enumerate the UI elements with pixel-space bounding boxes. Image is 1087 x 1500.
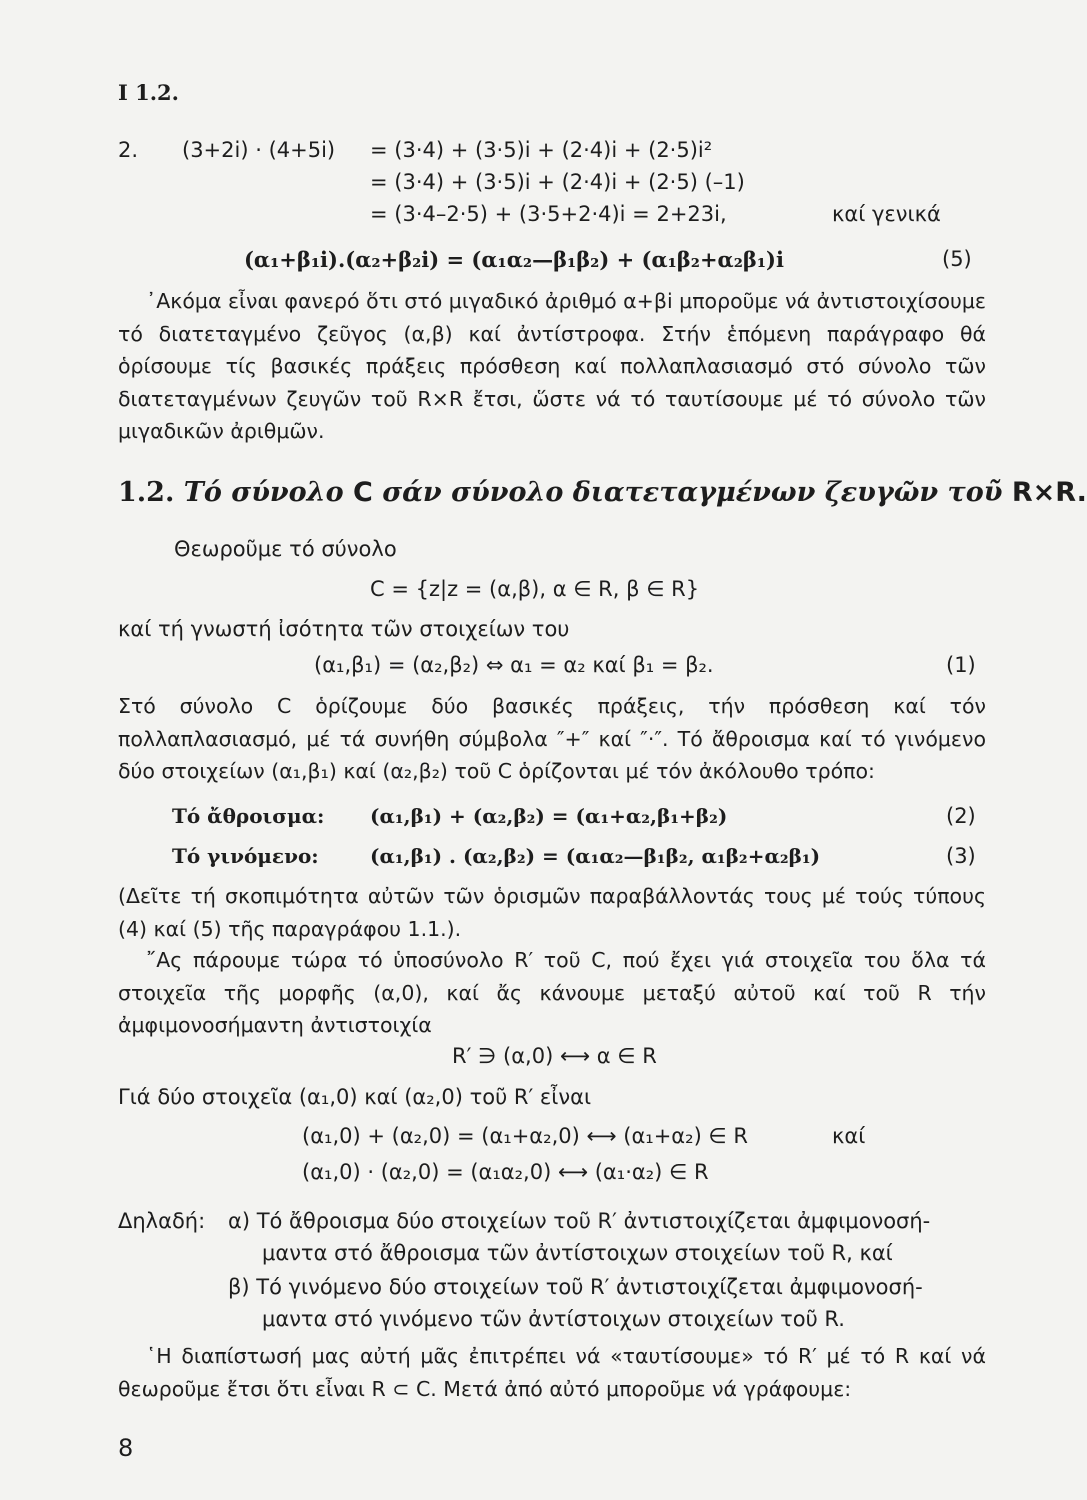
- general-formula: (α₁+β₁i).(α₂+β₂i) = (α₁α₂—β₁β₂) + (α₁β₂+α₂β₁)i: [244, 247, 784, 272]
- sum-formula: (α₁,β₁) + (α₂,β₂) = (α₁+α₂,β₁+β₂): [370, 804, 728, 828]
- section-number: 1.2.: [118, 477, 175, 508]
- example-line-3-tail: καί γενικά: [832, 202, 941, 226]
- paragraph-operations: Στό σύνολο C ὁρίζουμε δύο βασικές πράξεις, τήν πρόσθεση καί τόν πολλαπλασιασμό, μέ τά συνήθη σύμβολα ″+″ καί ″·″. Τό ἄθροισμα καί τό γινόμενο δύο στοιχείων (α₁,β₁) καί (α₂,β₂) τοῦ C ὁρίζονται μέ τόν ἀκόλουθο τρόπο:: [118, 694, 986, 783]
- product-label: Τό γινόμενο:: [172, 844, 319, 868]
- sum-correspondence-tail: καί: [832, 1124, 866, 1148]
- section-heading: [118, 477, 1087, 508]
- sum-label: Τό ἄθροισμα:: [172, 804, 325, 828]
- example-number: 2.: [118, 138, 139, 162]
- paragraph-pairs-intro: ᾿Ακόμα εἶναι φανερό ὅτι στό μιγαδικό ἀριθμό α+βi μποροῦμε νά ἀντιστοιχίσουμε τό διατεταγμένο ζεῦγος (α,β) καί ἀντίστροφα. Στήν ἑπόμενη παράγραφο θά ὁρίσουμε τίς βασικές πράξεις πρόσθεση καί πολλαπλασιασμό στό σύνολο τῶν διατεταγμένων ζευγῶν τοῦ R×R ἔτσι, ὥστε νά τό ταυτίσουμε μέ τό σύνολο τῶν μιγαδικῶν ἀριθμῶν.: [118, 289, 986, 443]
- point-b-line-1: β) Τό γινόμενο δύο στοιχείων τοῦ R′ ἀντιστοιχίζεται ἀμφιμονοσή-: [228, 1275, 923, 1299]
- product-correspondence: (α₁,0) · (α₂,0) = (α₁α₂,0) ⟷ (α₁·α₂) ∈ R: [302, 1160, 709, 1184]
- page-number: 8: [118, 1434, 134, 1462]
- section-title-c: C: [353, 477, 373, 508]
- paragraph-subset: ῎Ας πάρουμε τώρα τό ὑποσύνολο R′ τοῦ C, πού ἔχει γιά στοιχεῖα του ὅλα τά στοιχεῖα τῆς μορφῆς (α,0), καί ἄς κάνουμε μεταξύ αὐτοῦ καί τοῦ R τήν ἀμφιμονοσήμαντη ἀντιστοιχία: [118, 948, 986, 1037]
- example-line-3: = (3·4–2·5) + (3·5+2·4)i = 2+23i,: [370, 202, 727, 226]
- paragraph-compare: (Δεῖτε τή σκοπιμότητα αὐτῶν τῶν ὁρισμῶν παραβάλλοντάς τους μέ τούς τύπους (4) καί (5) τῆς παραγράφου 1.1.).: [118, 884, 986, 941]
- point-b-line-2: μαντα στό γινόμενο τῶν ἀντίστοιχων στοιχείων τοῦ R.: [262, 1307, 845, 1331]
- formula-number-1: (1): [946, 653, 976, 677]
- example-line-2: = (3·4) + (3·5)i + (2·4)i + (2·5) (–1): [370, 170, 745, 194]
- formula-number-2: (2): [946, 804, 976, 828]
- running-header: I 1.2.: [118, 80, 179, 105]
- formula-number-5: (5): [942, 247, 972, 271]
- that-is-label: Δηλαδή:: [118, 1209, 206, 1233]
- product-formula: (α₁,β₁) . (α₂,β₂) = (α₁α₂—β₁β₂, α₁β₂+α₂β₁): [370, 844, 821, 868]
- two-elements-text: Γιά δύο στοιχεῖα (α₁,0) καί (α₂,0) τοῦ R′ εἶναι: [118, 1085, 592, 1109]
- consider-text: Θεωροῦμε τό σύνολο: [174, 537, 397, 561]
- paragraph-identify: ῾Η διαπίστωσή μας αὐτή μᾶς ἐπιτρέπει νά «ταυτίσουμε» τό R′ μέ τό R καί νά θεωροῦμε ἔτσι ὅτι εἶναι R ⊂ C. Μετά ἀπό αὐτό μποροῦμε νά γράφουμε:: [118, 1344, 986, 1401]
- pair-equality: (α₁,β₁) = (α₂,β₂) ⇔ α₁ = α₂ καί β₁ = β₂.: [314, 653, 714, 677]
- section-title-b: σάν σύνολο διατεταγμένων ζευγῶν τοῦ: [382, 477, 1003, 508]
- formula-number-3: (3): [946, 844, 976, 868]
- section-title-a: Τό σύνολο: [183, 477, 344, 508]
- example-line-1: = (3·4) + (3·5)i + (2·4)i + (2·5)i²: [370, 138, 713, 162]
- correspondence: R′ ∋ (α,0) ⟷ α ∈ R: [452, 1044, 657, 1068]
- point-a-line-2: μαντα στό ἄθροισμα τῶν ἀντίστοιχων στοιχείων τοῦ R, καί: [262, 1241, 893, 1265]
- equality-intro: καί τή γνωστή ἰσότητα τῶν στοιχείων του: [118, 617, 570, 641]
- point-a-line-1: α) Τό ἄθροισμα δύο στοιχείων τοῦ R′ ἀντιστοιχίζεται ἀμφιμονοσή-: [228, 1209, 931, 1233]
- sum-correspondence: (α₁,0) + (α₂,0) = (α₁+α₂,0) ⟷ (α₁+α₂) ∈ R: [302, 1124, 748, 1148]
- example-lhs: (3+2i) · (4+5i): [182, 138, 336, 162]
- section-title-r: R×R.: [1011, 477, 1087, 508]
- set-definition: C = {z|z = (α,β), α ∈ R, β ∈ R}: [370, 577, 700, 601]
